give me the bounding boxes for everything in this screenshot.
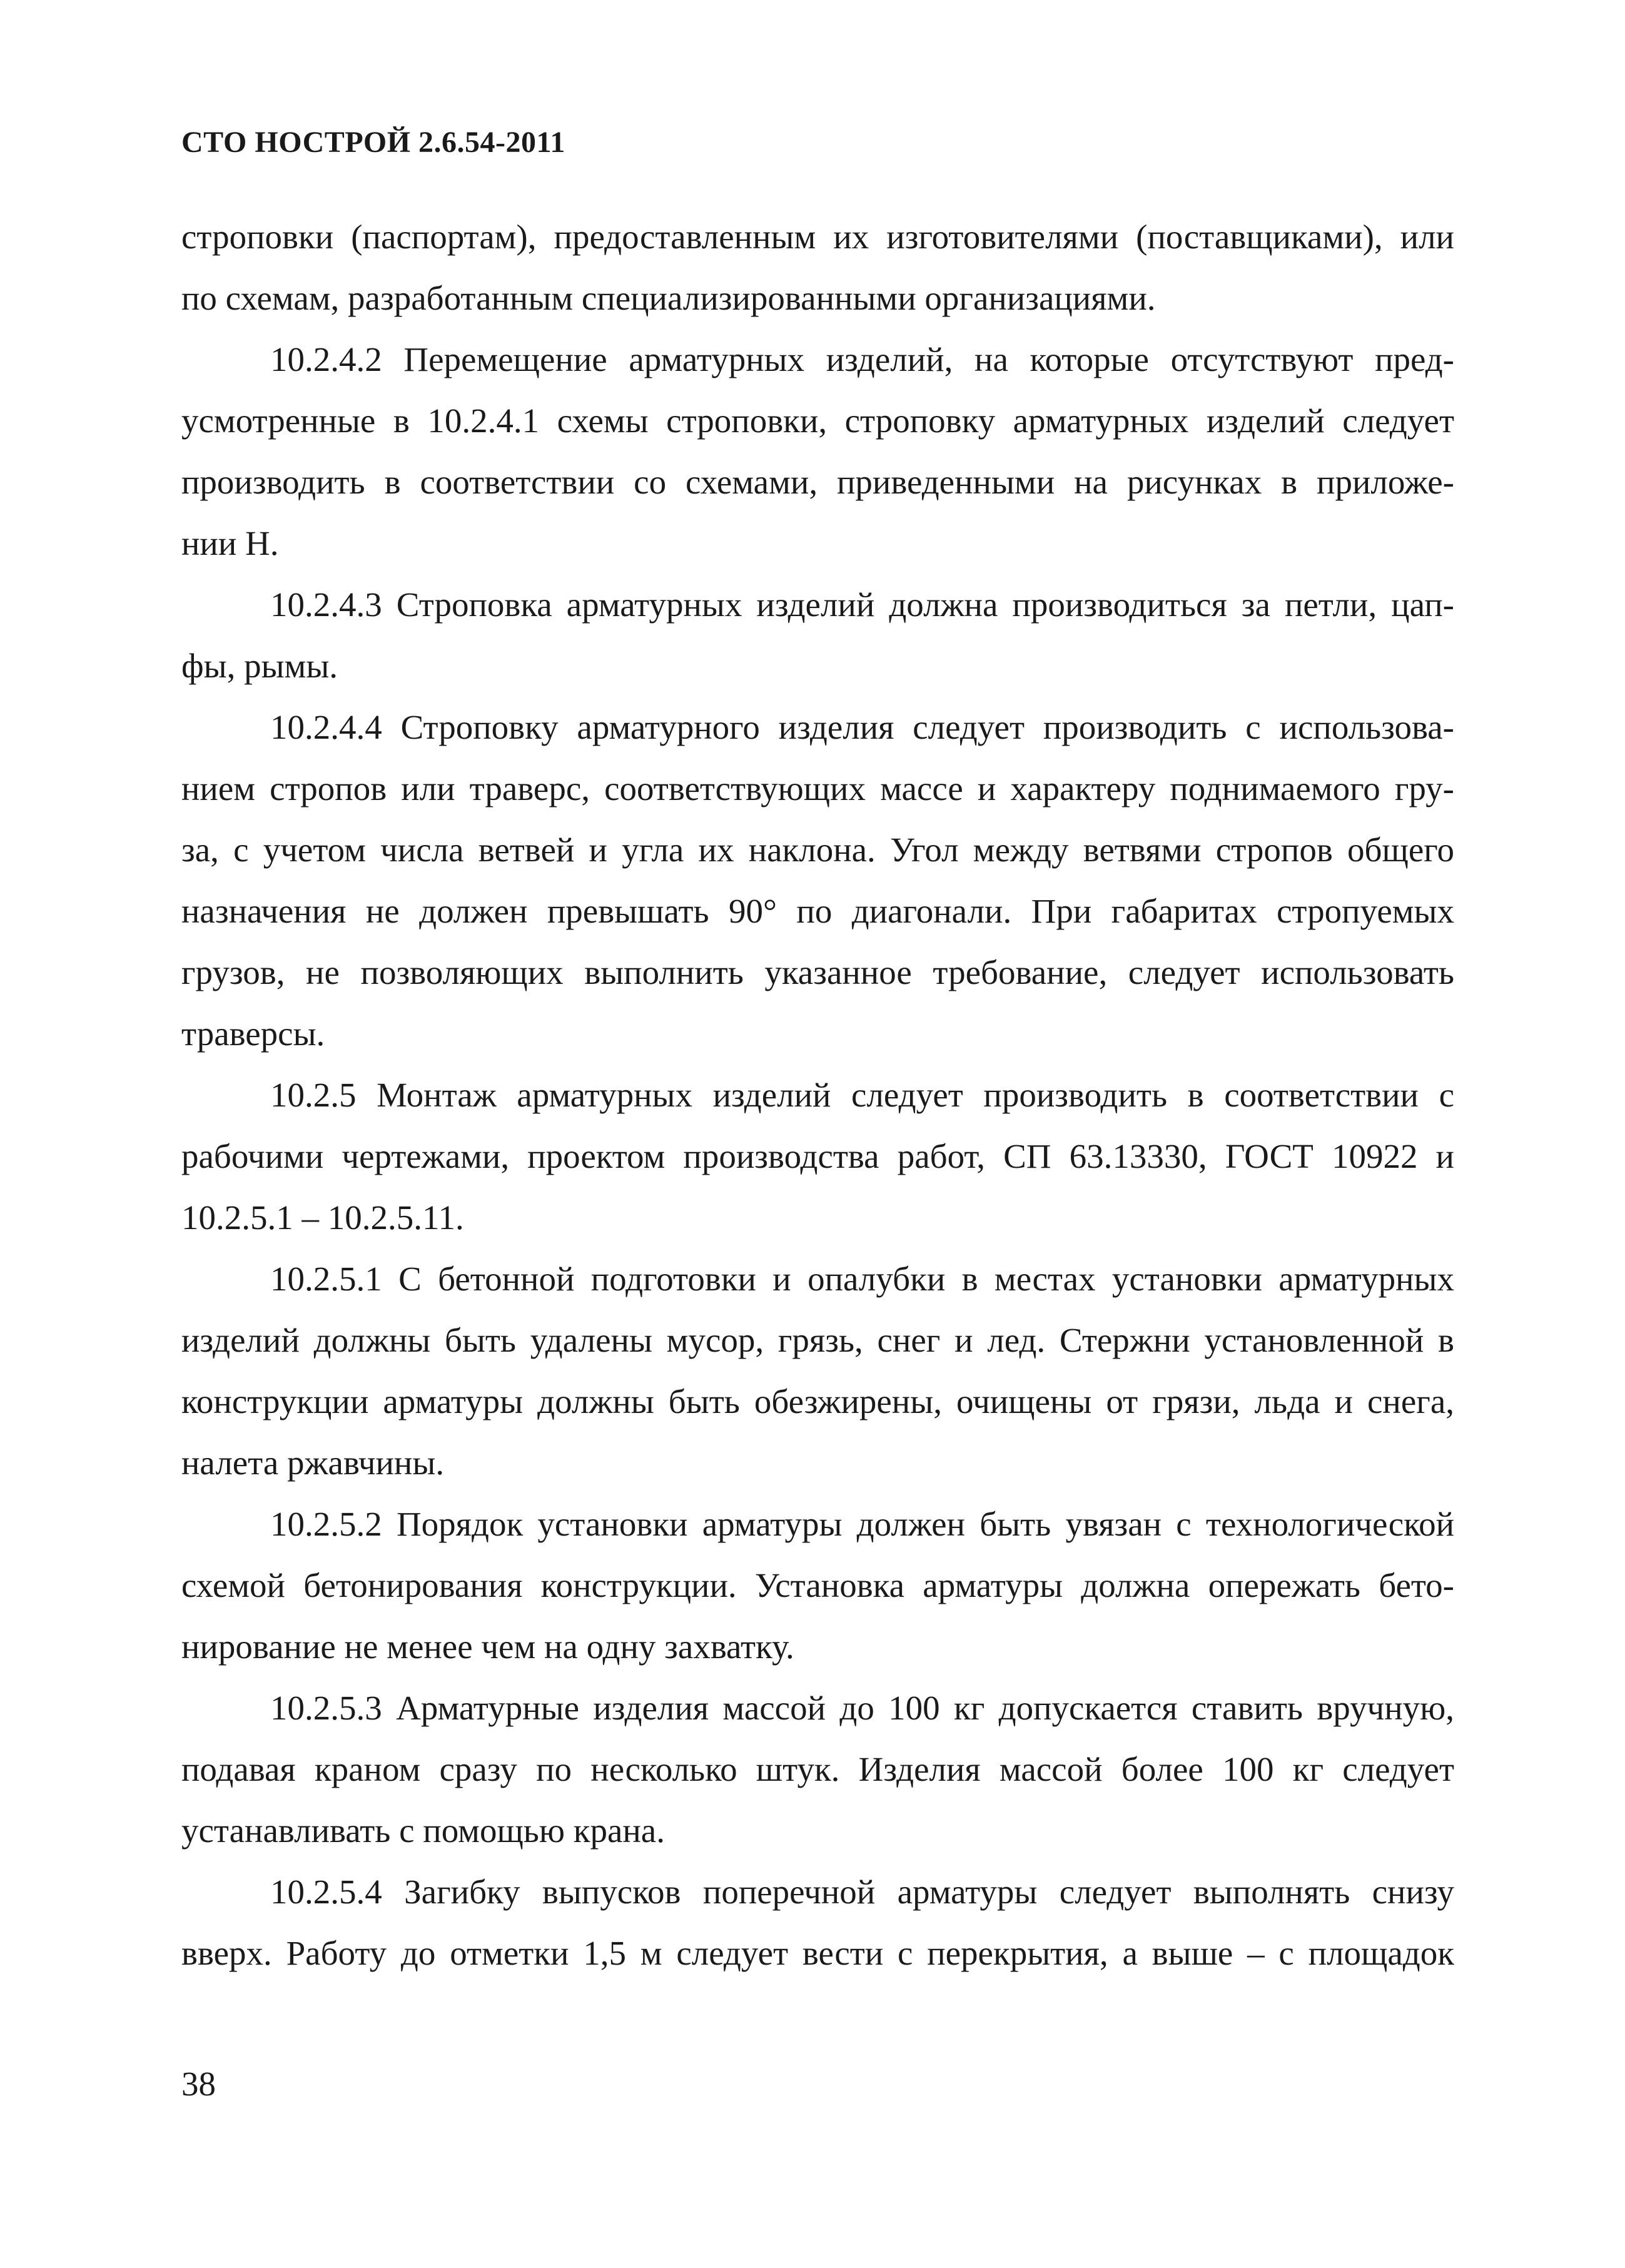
- text-line: усмотренные в 10.2.4.1 схемы строповки, строповку арматурных изделий следует: [181, 402, 1454, 440]
- text-line: назначения не должен превышать 90° по диагонали. При габаритах стропуемых: [181, 892, 1454, 930]
- paragraph-first-line: 10.2.5.1 С бетонной подготовки и опалубки в местах установки арматурных: [270, 1260, 1454, 1298]
- text-line: строповки (паспортам), предоставленным их изготовителями (поставщиками), или: [181, 218, 1454, 256]
- text-line: производить в соответствии со схемами, приведенными на рисунках в приложе-: [181, 463, 1454, 501]
- paragraph-first-line: 10.2.4.4 Строповку арматурного изделия следует производить с использова-: [270, 708, 1454, 746]
- text-line: подавая краном сразу по несколько штук. Изделия массой более 100 кг следует: [181, 1750, 1454, 1788]
- text-line: грузов, не позволяющих выполнить указанное требование, следует использовать: [181, 953, 1454, 991]
- text-line: нии Н.: [181, 524, 279, 562]
- text-line: изделий должны быть удалены мусор, грязь, снег и лед. Стержни установленной в: [181, 1321, 1454, 1359]
- paragraph-first-line: 10.2.4.2 Перемещение арматурных изделий, на которые отсутствуют пред-: [270, 340, 1454, 378]
- paragraph-first-line: 10.2.5.2 Порядок установки арматуры должен быть увязан с технологической: [270, 1505, 1454, 1543]
- text-line: нием стропов или траверс, соответствующих массе и характеру поднимаемого гру-: [181, 769, 1454, 807]
- text-line: за, с учетом числа ветвей и угла их наклона. Угол между ветвями стропов общего: [181, 831, 1454, 869]
- document-header: СТО НОСТРОЙ 2.6.54-2011: [181, 126, 565, 159]
- text-line: 10.2.5.1 – 10.2.5.11.: [181, 1198, 464, 1237]
- body-text: [181, 206, 1454, 1984]
- page-number: 38: [181, 2065, 216, 2103]
- text-line: конструкции арматуры должны быть обезжирены, очищены от грязи, льда и снега,: [181, 1382, 1454, 1420]
- text-line: рабочими чертежами, проектом производства работ, СП 63.13330, ГОСТ 10922 и: [181, 1137, 1454, 1175]
- text-line: нирование не менее чем на одну захватку.: [181, 1628, 794, 1666]
- paragraph-first-line: 10.2.4.3 Строповка арматурных изделий должна производиться за петли, цап-: [270, 585, 1454, 624]
- text-line: вверх. Работу до отметки 1,5 м следует вести с перекрытия, а выше – с площадок: [181, 1934, 1454, 1972]
- text-line: налета ржавчины.: [181, 1444, 445, 1482]
- text-line: по схемам, разработанным специализированными организациями.: [181, 279, 1156, 317]
- text-line: схемой бетонирования конструкции. Установка арматуры должна опережать бето-: [181, 1566, 1454, 1604]
- text-line: фы, рымы.: [181, 647, 338, 685]
- paragraph-first-line: 10.2.5 Монтаж арматурных изделий следует производить в соответствии с: [270, 1076, 1454, 1114]
- text-line: устанавливать с помощью крана.: [181, 1811, 665, 1850]
- text-line: траверсы.: [181, 1015, 325, 1053]
- paragraph-first-line: 10.2.5.4 Загибку выпусков поперечной арматуры следует выполнять снизу: [270, 1873, 1454, 1911]
- paragraph-first-line: 10.2.5.3 Арматурные изделия массой до 100 кг допускается ставить вручную,: [270, 1689, 1454, 1727]
